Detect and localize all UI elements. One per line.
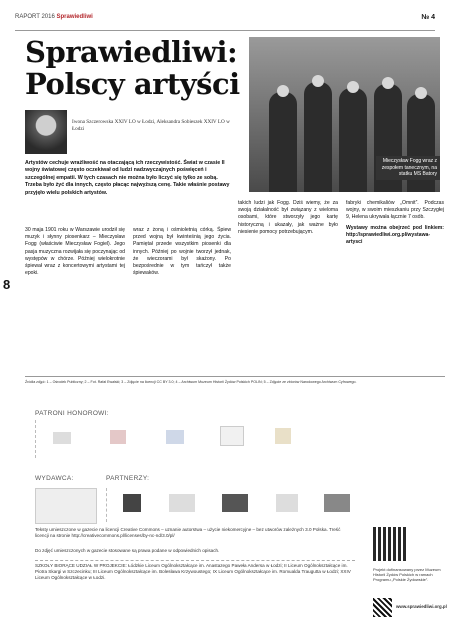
exhibition-link[interactable]: Wystawy można obejrzeć pod linkiem: http://sprawiedliwi.org.pl/wystawa-artysci	[346, 224, 444, 246]
photo-caption: Mieczysław Fogg wraz z zespołem tanecznym, na statku MS Batory	[376, 156, 440, 180]
publisher-logo	[35, 488, 97, 524]
lead-paragraph: Artystów cechuje wrażliwość na otaczającą ich rzeczywistość. Świat w czasie II wojny światowej często oczekiwał od ludzi nadzwyczajnych poświęceń i szczególnej empatii. W tych czasach nie można było liczyć się tylko ze sobą. Trzeba było żyć dla innych, często płacąc najwyższą cenę. Takie właśnie postawy przyjęło wielu polskich artystów.	[25, 160, 230, 196]
patrons-logos	[35, 420, 356, 458]
qr-code[interactable]	[373, 598, 392, 617]
license-note: Teksty umieszczone w gazecie na licencji Creative Commons – uznanie autorstwa – użycie niekomercyjne – bez utworów zależnych 3.0 Polska. Treść licencji na stronie http://creativecommons.pl/licenses/by-nc-nd/3.0/pl/	[35, 527, 341, 538]
header-issue: № 4	[421, 14, 435, 21]
project-funding-note: Projekt dofinansowany przez Muzeum Historii Żydów Polskich w ramach Programu „Polskie Żydowskie”.	[373, 567, 441, 582]
website-link[interactable]: www.sprawiedliwi.org.pl	[396, 604, 447, 609]
author-photo	[25, 110, 67, 154]
author-note: Iwona Szczerowska XXIV LO w Łodzi, Aleksandra Sobieszek XXIV LO w Łodzi	[72, 119, 230, 132]
article-title-line1: Sprawiedliwi:	[25, 35, 238, 69]
header-prefix: RAPORT 2016	[15, 14, 55, 20]
header-section: Sprawiedliwi	[56, 14, 93, 20]
body-column-2: wraz z żoną i ośmioletnią córką. Śpiew przed wojną był kwinteśnią jego życia. Pamiętał przede wszystkim piosenki dla innych. Później po wojnie tworzył jednak, że wieczorami był skażony. Po bezpośrednie w tym tańczył także śpiewaków.	[133, 227, 231, 277]
participating-schools: SZKOŁY BIORĄCE UDZIAŁ W PROJEKCIE: Łódzkie Liceum Ogólnokształcące im. Anastazego Paweła Andersa w Łodzi; II Liceum Ogólnokształcące im. Piotra Skargi w Szczecinku; III Liceum Ogólnokształcące im. Bolesława Krzywoustego; IX Liceum Ogólnokształcące im. Romualda Traugutta w Łodzi; XXIV Liceum Ogólnokształcące w Łodzi.	[35, 563, 351, 580]
publisher-title: WYDAWCA:	[35, 475, 74, 482]
cc-license-logo	[373, 527, 407, 561]
page-number: 8	[3, 277, 11, 292]
article-title-line2: Polscy artyści	[25, 67, 240, 101]
patrons-title: PATRONI HONOROWI:	[35, 410, 109, 417]
body-column-3: takich ludzi jak Fogg. Dziś wiemy, że za swoją działalność był związany z wieloma osobami, które stworzyły jego kartę historyczną i ukazały, jak ważne było niesienie pomocy potrzebującym.	[238, 200, 338, 235]
images-license-note: Do zdjęć umieszczonych w gazecie stosowane są prawa podane w odpowiednich opisach.	[35, 548, 220, 553]
body-column-4	[346, 200, 444, 246]
body-column-4-text: fabryki chemikaliów „Omnit”. Podczas wojny, w swoim mieszkaniu przy Szczygłej 9, Helena ukrywała łącznie 7 osób.	[346, 200, 444, 221]
body-column-1: 30 maja 1901 roku w Warszawie urodził się muzyk i słynny piosenkarz – Mieczysław Fogg (właściwie Mieczysław Fogiel). Jego pasja muzyczna rozwijała się poczynając od występów w chórze. Później wielokrotnie śpiewał wraz z koncertowymi artystami tej epoki.	[25, 227, 125, 277]
header-left	[15, 14, 93, 20]
page-header	[15, 12, 435, 31]
partners-title: PARTNERZY:	[106, 475, 150, 482]
image-credits: Źródła zdjęć: 1 – Ośrodek Publiczny; 2 – Fot. Rafał Ewalski; 3 – Zdjęcie na licencji CC BY 3.0; 4 – Archiwum Muzeum Historii Żydów Polskich POLIN; 5 – Zdjęcie ze zbiorów Narodowego Archiwum Cyfrowego.	[25, 376, 445, 385]
footer-divider	[35, 560, 355, 561]
partner-logos	[106, 488, 407, 522]
